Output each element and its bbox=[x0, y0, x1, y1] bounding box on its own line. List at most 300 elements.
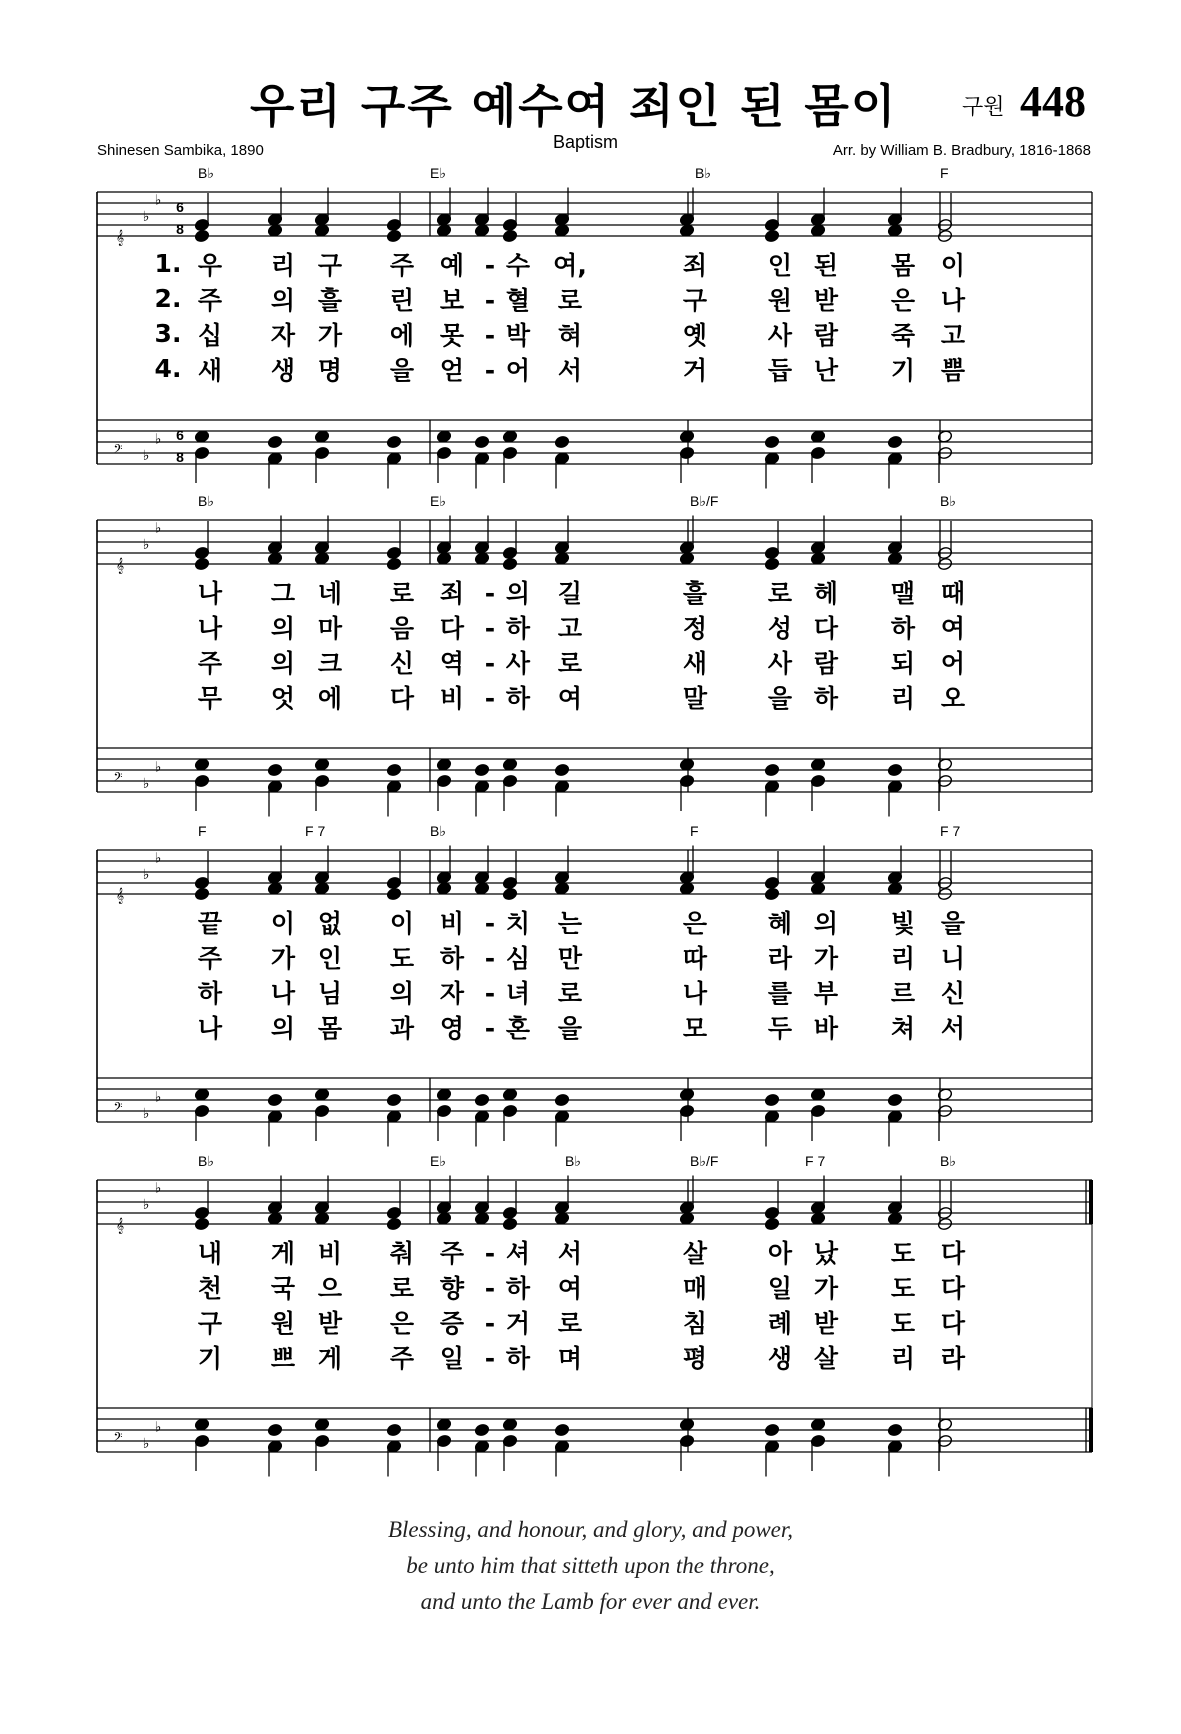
treble-notehead bbox=[314, 552, 330, 566]
lyric-syllable: 신 bbox=[940, 979, 966, 1008]
bass-notehead bbox=[887, 435, 903, 449]
syllable-hyphen: - bbox=[484, 579, 496, 608]
lyric-syllable: 리 bbox=[890, 1344, 916, 1373]
lyric-syllable: 로 bbox=[389, 1274, 415, 1303]
treble-key-flat-icon: ♭ bbox=[142, 866, 150, 882]
lyric-syllable: 로 bbox=[557, 286, 583, 315]
lyric-syllable: 생 bbox=[270, 356, 296, 385]
lyric-syllable: 주 bbox=[197, 286, 223, 315]
bass-notehead bbox=[194, 758, 210, 772]
syllable-hyphen: - bbox=[484, 1309, 496, 1338]
chord-symbol: B♭ bbox=[565, 1153, 581, 1169]
bass-clef-icon: 𝄢 bbox=[113, 442, 123, 458]
lyric-syllable: 명 bbox=[317, 356, 343, 385]
syllable-hyphen: - bbox=[484, 286, 496, 315]
time-sig-numerator: 6 bbox=[176, 427, 184, 443]
scripture-verse bbox=[0, 1512, 1181, 1620]
lyric-syllable: 은 bbox=[890, 286, 916, 315]
verse-number: 2. bbox=[154, 284, 182, 313]
lyric-syllable: 라 bbox=[940, 1344, 966, 1373]
lyric-syllable: 람 bbox=[813, 649, 839, 678]
bass-notehead bbox=[887, 1423, 903, 1437]
scripture-line: be unto him that sitteth upon the throne, bbox=[406, 1553, 775, 1578]
bass-notehead bbox=[554, 763, 570, 777]
chord-symbol: B♭/F bbox=[690, 493, 719, 509]
lyric-syllable: 마 bbox=[317, 614, 343, 643]
lyric-syllable: 기 bbox=[890, 356, 916, 385]
lyric-syllable: 하 bbox=[439, 944, 465, 973]
lyric-syllable: 다 bbox=[389, 684, 415, 713]
bass-notehead bbox=[386, 1423, 402, 1437]
lyric-syllable: 그 bbox=[270, 579, 296, 608]
bass-notehead bbox=[679, 430, 695, 444]
treble-clef-icon: 𝄞 bbox=[115, 1217, 125, 1233]
final-barline-thick bbox=[1089, 1180, 1093, 1224]
lyric-syllable: 비 bbox=[439, 684, 465, 713]
lyric-syllable: 우 bbox=[197, 251, 223, 280]
lyric-syllable: 니 bbox=[940, 944, 966, 973]
lyric-syllable: 하 bbox=[197, 979, 223, 1008]
lyric-syllable: 다 bbox=[813, 614, 839, 643]
lyric-syllable: 르 bbox=[890, 979, 916, 1008]
lyric-syllable: 주 bbox=[197, 944, 223, 973]
bass-key-flat-icon: ♭ bbox=[154, 758, 162, 775]
bass-notehead bbox=[267, 763, 283, 777]
lyric-syllable: 도 bbox=[890, 1274, 916, 1303]
bass-notehead bbox=[436, 1418, 452, 1432]
bass-notehead bbox=[810, 1088, 826, 1102]
bass-key-flat-icon: ♭ bbox=[154, 1088, 162, 1105]
lyric-syllable: 을 bbox=[389, 356, 415, 385]
lyric-syllable: 의 bbox=[505, 579, 531, 608]
lyric-syllable: 빛 bbox=[890, 909, 916, 938]
treble-notehead bbox=[554, 882, 570, 896]
lyric-syllable: 하 bbox=[890, 614, 916, 643]
bass-notehead bbox=[764, 1093, 780, 1107]
syllable-hyphen: - bbox=[484, 909, 496, 938]
treble-notehead bbox=[267, 1212, 283, 1226]
lyric-syllable: 길 bbox=[557, 579, 583, 608]
lyric-syllable: 침 bbox=[682, 1309, 708, 1338]
lyric-syllable: 자 bbox=[270, 321, 296, 350]
lyric-syllable: 죄 bbox=[682, 251, 708, 280]
bass-notehead bbox=[679, 758, 695, 772]
lyric-syllable: 생 bbox=[767, 1344, 793, 1373]
lyric-syllable: 원 bbox=[767, 286, 793, 315]
lyric-syllable: 난 bbox=[813, 356, 839, 385]
treble-notehead bbox=[436, 1212, 452, 1226]
hymnbook-label: 구원 bbox=[962, 95, 1005, 120]
lyric-syllable: 에 bbox=[317, 684, 343, 713]
lyric-syllable: 예 bbox=[439, 251, 465, 280]
hymn-title: 우리 구주 예수여 죄인 된 몸이 bbox=[250, 79, 898, 133]
chord-symbol: B♭ bbox=[430, 823, 446, 839]
lyrics-block bbox=[155, 249, 966, 385]
bass-notehead bbox=[474, 1423, 490, 1437]
bass-notehead bbox=[502, 1418, 518, 1432]
chord-symbol: B♭/F bbox=[690, 1153, 719, 1169]
bass-notehead bbox=[887, 763, 903, 777]
bass-key-flat-icon: ♭ bbox=[142, 447, 150, 463]
treble-notehead bbox=[386, 557, 402, 571]
bass-key-flat-icon: ♭ bbox=[154, 430, 162, 447]
bass-notehead bbox=[436, 758, 452, 772]
lyric-syllable: 살 bbox=[813, 1344, 839, 1373]
lyric-syllable: 님 bbox=[317, 979, 343, 1008]
treble-notehead bbox=[679, 1212, 695, 1226]
lyric-syllable: 의 bbox=[270, 1014, 296, 1043]
lyric-syllable: 부 bbox=[813, 979, 839, 1008]
treble-notehead bbox=[810, 882, 826, 896]
treble-notehead bbox=[314, 882, 330, 896]
lyric-syllable: 구 bbox=[682, 286, 708, 315]
lyric-syllable: 영 bbox=[439, 1014, 465, 1043]
lyric-syllable: 엇 bbox=[270, 684, 296, 713]
treble-clef-icon: 𝄞 bbox=[115, 557, 125, 573]
bass-notehead bbox=[554, 1093, 570, 1107]
lyric-syllable: 게 bbox=[270, 1239, 296, 1268]
treble-notehead bbox=[194, 557, 210, 571]
lyric-syllable: 되 bbox=[890, 649, 916, 678]
chord-symbol: F bbox=[940, 165, 949, 181]
lyric-syllable: 여, bbox=[553, 251, 587, 280]
syllable-hyphen: - bbox=[484, 1014, 496, 1043]
lyric-syllable: 증 bbox=[439, 1309, 465, 1338]
lyric-syllable: 녀 bbox=[505, 979, 531, 1008]
bass-notehead bbox=[386, 435, 402, 449]
bass-notehead bbox=[267, 435, 283, 449]
chord-symbol: E♭ bbox=[430, 1153, 446, 1169]
lyric-syllable: 의 bbox=[270, 614, 296, 643]
lyrics-block bbox=[198, 579, 966, 713]
lyric-syllable: 죄 bbox=[439, 579, 465, 608]
treble-notehead bbox=[764, 557, 780, 571]
syllable-hyphen: - bbox=[484, 1239, 496, 1268]
bass-notehead bbox=[474, 1093, 490, 1107]
syllable-hyphen: - bbox=[484, 251, 496, 280]
lyric-syllable: 게 bbox=[317, 1344, 343, 1373]
scripture-line: and unto the Lamb for ever and ever. bbox=[420, 1589, 761, 1614]
lyric-syllable: 정 bbox=[682, 614, 708, 643]
treble-notehead bbox=[887, 224, 903, 238]
lyric-syllable: 내 bbox=[197, 1239, 223, 1268]
lyric-syllable: 셔 bbox=[505, 1239, 531, 1268]
lyric-syllable: 주 bbox=[439, 1239, 465, 1268]
lyric-syllable: 으 bbox=[317, 1274, 343, 1303]
lyric-syllable: 어 bbox=[505, 356, 531, 385]
lyric-syllable: 주 bbox=[389, 1344, 415, 1373]
bass-key-flat-icon: ♭ bbox=[142, 775, 150, 791]
chord-symbol: F 7 bbox=[805, 1153, 826, 1169]
lyric-syllable: 다 bbox=[940, 1274, 966, 1303]
bass-notehead bbox=[502, 1088, 518, 1102]
lyric-syllable: 하 bbox=[505, 614, 531, 643]
lyric-syllable: 하 bbox=[505, 1344, 531, 1373]
lyric-syllable: 수 bbox=[505, 251, 531, 280]
bass-notehead bbox=[194, 430, 210, 444]
lyric-syllable: 없 bbox=[317, 909, 343, 938]
lyric-syllable: 사 bbox=[767, 321, 793, 350]
chord-symbol: B♭ bbox=[198, 493, 214, 509]
chord-symbol: E♭ bbox=[430, 493, 446, 509]
treble-notehead bbox=[386, 887, 402, 901]
treble-clef-icon: 𝄞 bbox=[115, 229, 125, 245]
lyric-syllable: 아 bbox=[767, 1239, 793, 1268]
treble-notehead bbox=[887, 1212, 903, 1226]
lyric-syllable: 쳐 bbox=[890, 1014, 916, 1043]
lyric-syllable: 혜 bbox=[767, 909, 793, 938]
lyric-syllable: 나 bbox=[682, 979, 708, 1008]
lyric-syllable: 두 bbox=[767, 1014, 793, 1043]
lyrics-block bbox=[198, 909, 966, 1043]
lyric-syllable: 얻 bbox=[439, 356, 465, 385]
lyric-syllable: 은 bbox=[682, 909, 708, 938]
bass-clef-icon: 𝄢 bbox=[113, 770, 123, 786]
lyric-syllable: 서 bbox=[940, 1014, 966, 1043]
lyric-syllable: 천 bbox=[197, 1274, 223, 1303]
lyric-syllable: 주 bbox=[197, 649, 223, 678]
treble-key-flat-icon: ♭ bbox=[154, 849, 162, 866]
syllable-hyphen: - bbox=[484, 356, 496, 385]
lyric-syllable: 사 bbox=[767, 649, 793, 678]
lyric-syllable: 여 bbox=[557, 684, 583, 713]
lyric-syllable: 구 bbox=[317, 251, 343, 280]
chord-symbol: B♭ bbox=[198, 165, 214, 181]
lyric-syllable: 리 bbox=[270, 251, 296, 280]
lyric-syllable: 도 bbox=[890, 1239, 916, 1268]
lyric-syllable: 로 bbox=[557, 979, 583, 1008]
bass-notehead bbox=[436, 1088, 452, 1102]
lyric-syllable: 나 bbox=[197, 614, 223, 643]
treble-notehead bbox=[554, 552, 570, 566]
bass-notehead bbox=[810, 1418, 826, 1432]
bass-notehead bbox=[764, 1423, 780, 1437]
lyric-syllable: 때 bbox=[940, 579, 966, 608]
lyric-syllable: 국 bbox=[270, 1274, 296, 1303]
lyric-syllable: 은 bbox=[389, 1309, 415, 1338]
lyric-syllable: 여 bbox=[940, 614, 966, 643]
lyric-syllable: 의 bbox=[389, 979, 415, 1008]
bass-notehead bbox=[314, 1418, 330, 1432]
bass-notehead bbox=[386, 763, 402, 777]
treble-notehead bbox=[679, 552, 695, 566]
lyric-syllable: 모 bbox=[682, 1014, 708, 1043]
bass-notehead bbox=[267, 1093, 283, 1107]
final-barline-thick bbox=[1089, 1408, 1093, 1452]
chord-symbol: B♭ bbox=[198, 1153, 214, 1169]
treble-notehead bbox=[502, 557, 518, 571]
lyric-syllable: 몸 bbox=[890, 251, 916, 280]
lyric-syllable: 가 bbox=[317, 321, 343, 350]
bass-notehead bbox=[810, 758, 826, 772]
lyric-syllable: 혈 bbox=[505, 286, 531, 315]
lyric-syllable: 나 bbox=[270, 979, 296, 1008]
lyric-syllable: 고 bbox=[557, 614, 583, 643]
lyric-syllable: 역 bbox=[439, 649, 465, 678]
verse-number: 4. bbox=[154, 354, 182, 383]
lyric-syllable: 어 bbox=[940, 649, 966, 678]
treble-notehead bbox=[267, 552, 283, 566]
lyric-syllable: 헤 bbox=[813, 579, 839, 608]
lyric-syllable: 나 bbox=[197, 579, 223, 608]
lyric-syllable: 가 bbox=[813, 1274, 839, 1303]
bass-notehead bbox=[194, 1418, 210, 1432]
lyric-syllable: 흘 bbox=[682, 579, 708, 608]
lyric-syllable: 구 bbox=[197, 1309, 223, 1338]
lyric-syllable: 매 bbox=[682, 1274, 708, 1303]
lyric-syllable: 가 bbox=[270, 944, 296, 973]
bass-clef-icon: 𝄢 bbox=[113, 1430, 123, 1446]
lyric-syllable: 십 bbox=[197, 321, 223, 350]
hymn-number: 448 bbox=[1020, 77, 1086, 126]
chord-symbol: F 7 bbox=[940, 823, 961, 839]
lyric-syllable: 일 bbox=[439, 1344, 465, 1373]
bass-notehead bbox=[314, 1088, 330, 1102]
lyric-syllable: 과 bbox=[389, 1014, 415, 1043]
treble-notehead bbox=[474, 1212, 490, 1226]
bass-key-flat-icon: ♭ bbox=[154, 1418, 162, 1435]
lyric-syllable: 된 bbox=[813, 251, 839, 280]
lyric-syllable: 서 bbox=[557, 356, 583, 385]
treble-key-flat-icon: ♭ bbox=[142, 208, 150, 224]
lyric-syllable: 말 bbox=[682, 684, 708, 713]
lyric-syllable: 살 bbox=[682, 1239, 708, 1268]
lyric-syllable: 며 bbox=[557, 1344, 583, 1373]
syllable-hyphen: - bbox=[484, 1344, 496, 1373]
hymn-category: Baptism bbox=[553, 132, 619, 152]
lyric-syllable: 에 bbox=[389, 321, 415, 350]
lyric-syllable: 따 bbox=[682, 944, 708, 973]
lyric-syllable: 옛 bbox=[682, 321, 708, 350]
lyric-syllable: 로 bbox=[389, 579, 415, 608]
lyric-syllable: 흘 bbox=[317, 286, 343, 315]
treble-notehead bbox=[764, 1217, 780, 1231]
treble-notehead bbox=[386, 229, 402, 243]
lyric-syllable: 린 bbox=[389, 286, 415, 315]
treble-notehead bbox=[194, 229, 210, 243]
bass-notehead bbox=[474, 435, 490, 449]
treble-notehead bbox=[887, 552, 903, 566]
lyric-syllable: 인 bbox=[767, 251, 793, 280]
treble-notehead bbox=[436, 882, 452, 896]
lyric-syllable: 춰 bbox=[389, 1239, 415, 1268]
bass-clef-icon: 𝄢 bbox=[113, 1100, 123, 1116]
bass-notehead bbox=[314, 430, 330, 444]
chord-symbol: E♭ bbox=[430, 165, 446, 181]
bass-notehead bbox=[267, 1423, 283, 1437]
lyric-syllable: 비 bbox=[317, 1239, 343, 1268]
bass-notehead bbox=[474, 763, 490, 777]
lyric-syllable: 로 bbox=[767, 579, 793, 608]
treble-notehead bbox=[436, 552, 452, 566]
bass-notehead bbox=[679, 1088, 695, 1102]
lyric-syllable: 다 bbox=[940, 1239, 966, 1268]
lyric-syllable: 하 bbox=[813, 684, 839, 713]
lyric-syllable: 이 bbox=[940, 251, 966, 280]
treble-notehead bbox=[887, 882, 903, 896]
lyric-syllable: 났 bbox=[813, 1239, 839, 1268]
lyric-syllable: 이 bbox=[270, 909, 296, 938]
lyric-syllable: 비 bbox=[439, 909, 465, 938]
treble-notehead bbox=[502, 1217, 518, 1231]
lyric-syllable: 치 bbox=[505, 909, 531, 938]
lyric-syllable: 의 bbox=[270, 649, 296, 678]
bass-notehead bbox=[679, 1418, 695, 1432]
treble-notehead bbox=[554, 224, 570, 238]
bass-notehead bbox=[764, 435, 780, 449]
chord-symbol: B♭ bbox=[695, 165, 711, 181]
lyric-syllable: 거 bbox=[505, 1309, 531, 1338]
lyric-syllable: 오 bbox=[940, 684, 966, 713]
lyric-syllable: 하 bbox=[505, 684, 531, 713]
lyric-syllable: 로 bbox=[557, 649, 583, 678]
lyric-syllable: 사 bbox=[505, 649, 531, 678]
lyric-syllable: 새 bbox=[197, 356, 223, 385]
lyric-syllable: 받 bbox=[813, 286, 839, 315]
lyric-syllable: 도 bbox=[890, 1309, 916, 1338]
chord-symbol: F bbox=[690, 823, 699, 839]
lyric-syllable: 쁨 bbox=[940, 356, 966, 385]
bass-notehead bbox=[386, 1093, 402, 1107]
lyric-syllable: 받 bbox=[317, 1309, 343, 1338]
syllable-hyphen: - bbox=[484, 614, 496, 643]
lyric-syllable: 무 bbox=[197, 684, 223, 713]
treble-notehead bbox=[810, 552, 826, 566]
treble-notehead bbox=[194, 887, 210, 901]
time-sig-denominator: 8 bbox=[176, 221, 184, 237]
chord-symbol: F bbox=[198, 823, 207, 839]
lyric-syllable: 자 bbox=[439, 979, 465, 1008]
lyric-syllable: 리 bbox=[890, 944, 916, 973]
lyrics-block bbox=[198, 1239, 966, 1373]
treble-notehead bbox=[267, 882, 283, 896]
lyric-syllable: 의 bbox=[270, 286, 296, 315]
syllable-hyphen: - bbox=[484, 684, 496, 713]
bass-notehead bbox=[194, 1088, 210, 1102]
treble-notehead bbox=[474, 224, 490, 238]
bass-notehead bbox=[502, 758, 518, 772]
lyric-syllable: 의 bbox=[813, 909, 839, 938]
treble-notehead bbox=[314, 224, 330, 238]
lyric-syllable: 을 bbox=[940, 909, 966, 938]
chord-symbol: B♭ bbox=[940, 493, 956, 509]
treble-notehead bbox=[764, 887, 780, 901]
lyric-syllable: 보 bbox=[439, 286, 465, 315]
syllable-hyphen: - bbox=[484, 979, 496, 1008]
lyric-syllable: 박 bbox=[505, 321, 531, 350]
syllable-hyphen: - bbox=[484, 321, 496, 350]
bass-notehead bbox=[887, 1093, 903, 1107]
lyric-syllable: 다 bbox=[940, 1309, 966, 1338]
bass-notehead bbox=[554, 435, 570, 449]
treble-notehead bbox=[679, 224, 695, 238]
treble-notehead bbox=[810, 224, 826, 238]
treble-key-flat-icon: ♭ bbox=[142, 536, 150, 552]
lyric-syllable: 람 bbox=[813, 321, 839, 350]
lyric-syllable: 심 bbox=[505, 944, 531, 973]
lyric-syllable: 바 bbox=[813, 1014, 839, 1043]
arranger-credit: Arr. by William B. Bradbury, 1816-1868 bbox=[832, 142, 1091, 159]
lyric-syllable: 이 bbox=[389, 909, 415, 938]
lyric-syllable: 나 bbox=[940, 286, 966, 315]
lyric-syllable: 로 bbox=[557, 1309, 583, 1338]
lyric-syllable: 는 bbox=[557, 909, 583, 938]
lyric-syllable: 다 bbox=[439, 614, 465, 643]
lyric-syllable: 기 bbox=[197, 1344, 223, 1373]
treble-notehead bbox=[679, 882, 695, 896]
lyric-syllable: 주 bbox=[389, 251, 415, 280]
lyric-syllable: 서 bbox=[557, 1239, 583, 1268]
